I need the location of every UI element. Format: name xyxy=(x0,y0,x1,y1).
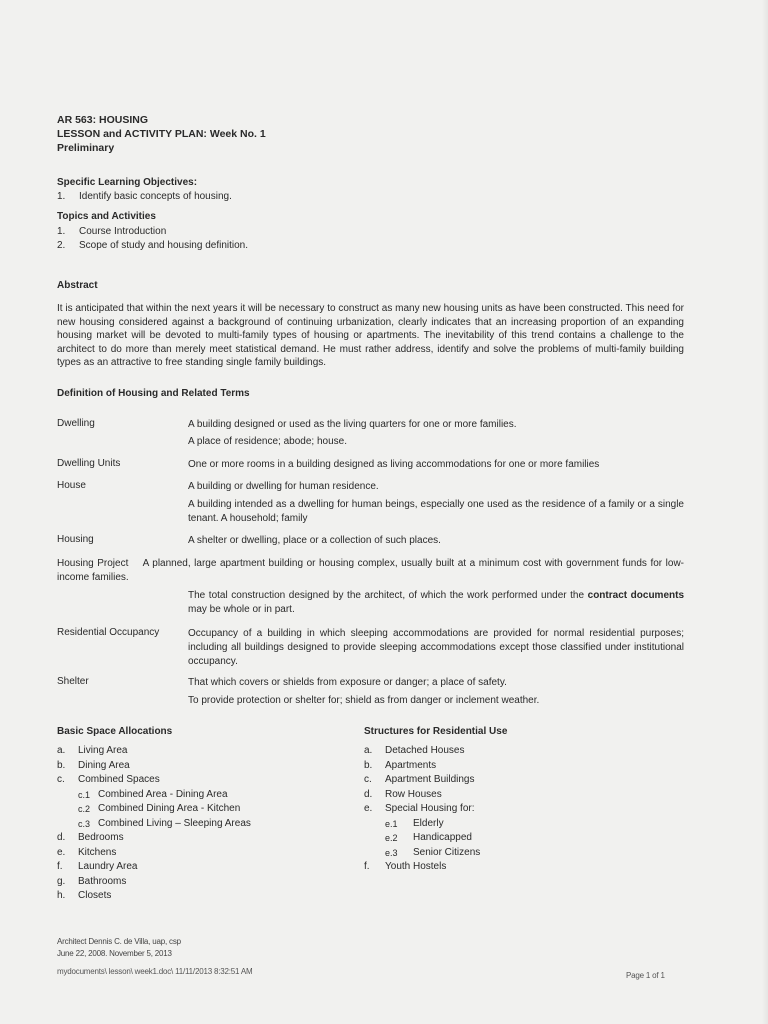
term-label: Preliminary xyxy=(57,142,115,154)
list-subitem xyxy=(57,788,347,803)
item-letter: b. xyxy=(57,759,66,771)
item-text: Detached Houses xyxy=(385,745,465,756)
item-letter: e. xyxy=(57,846,66,858)
item-letter: h. xyxy=(57,890,66,901)
item-letter: e.2 xyxy=(385,833,398,843)
structures-heading: Structures for Residential Use xyxy=(364,726,508,737)
item-letter: c. xyxy=(364,774,372,785)
list-item xyxy=(364,773,664,788)
list-subitem xyxy=(364,846,664,861)
topic-item xyxy=(57,239,248,252)
item-letter: f. xyxy=(364,861,370,872)
term-shelter: Shelter xyxy=(57,676,89,687)
definition-dwelling-units: One or more rooms in a building designed as living accommodations for one or more families xyxy=(188,459,600,470)
topic-number: 1. xyxy=(57,226,66,237)
list-subitem xyxy=(364,831,664,846)
list-item xyxy=(57,860,347,875)
page-number: Page 1 of 1 xyxy=(626,971,665,980)
list-subitem xyxy=(57,817,347,832)
item-text: Dining Area xyxy=(78,759,130,771)
list-item xyxy=(364,759,664,774)
definition-house-1: A building or dwelling for human residence. xyxy=(188,481,379,492)
list-item xyxy=(57,773,347,788)
item-text: Combined Dining Area - Kitchen xyxy=(98,803,241,814)
list-item xyxy=(57,875,347,890)
term-housing: Housing xyxy=(57,534,94,545)
definition-house-2: A building intended as a dwelling for human beings, especially one used as the residence of a family or a single tenant. A household; family xyxy=(188,499,684,524)
item-text: Kitchens xyxy=(78,846,117,858)
list-item xyxy=(364,860,664,875)
term-house: House xyxy=(57,480,86,491)
objective-item xyxy=(57,190,232,203)
item-text: Bedrooms xyxy=(78,832,124,843)
item-letter: c. xyxy=(57,774,65,785)
item-text: Youth Hostels xyxy=(385,861,447,872)
topic-number: 2. xyxy=(57,240,66,251)
item-letter: d. xyxy=(57,832,66,843)
list-item xyxy=(364,802,664,817)
term-dwelling: Dwelling xyxy=(57,418,95,429)
item-text: Apartment Buildings xyxy=(385,774,475,785)
item-text: Handicapped xyxy=(413,832,472,843)
abstract-text: It is anticipated that within the next years it will be necessary to construct as many new housing units as have been constructed. This need for new housing considered against a background of continuing urbanization, clearly indicates that an increasing proportion of an expanding housing market will be devoted to multi-family types of housing or apartments. The inevitability of this trend contains a challenge to the architect to do more than merely meet statistical demand. He must rather address, identify and solve the problems of multi-family building types as an attractive to free standing single family buildings. xyxy=(57,303,684,368)
item-letter: c.3 xyxy=(78,818,91,829)
definitions-heading: Definition of Housing and Related Terms xyxy=(57,388,250,399)
footer-author: Architect Dennis C. de Villa, uap, csp xyxy=(57,937,181,946)
definition-housing-project-2 xyxy=(188,589,684,617)
definition-housing: A shelter or dwelling, place or a collection of such places. xyxy=(188,535,441,546)
item-letter: b. xyxy=(364,759,373,771)
topic-text: Course Introduction xyxy=(79,226,167,237)
term-dwelling-units: Dwelling Units xyxy=(57,458,121,469)
list-item xyxy=(364,788,664,803)
item-letter: c.1 xyxy=(78,789,91,800)
lesson-plan-title: LESSON and ACTIVITY PLAN: Week No. 1 xyxy=(57,128,266,140)
definition-housing-project-2-text: The total construction designed by the architect, of which the work performed under the xyxy=(188,590,588,601)
term-residential-occupancy: Residential Occupancy xyxy=(57,627,160,638)
term-housing-project: Housing Project xyxy=(57,558,129,569)
objectives-heading: Specific Learning Objectives: xyxy=(57,177,198,188)
item-letter: f. xyxy=(57,861,63,872)
item-text: Living Area xyxy=(78,745,128,756)
definition-residential-occupancy: Occupancy of a building in which sleeping accommodations are provided for normal residential purposes; including all buildings designed to provide sleeping accommodations except those classified under institutional occupancy. xyxy=(188,628,684,667)
housing-project-entry xyxy=(57,557,684,585)
list-item xyxy=(57,846,347,861)
footer-dates: June 22, 2008. November 5, 2013 xyxy=(57,949,172,958)
list-subitem xyxy=(57,802,347,817)
item-letter: e. xyxy=(364,803,373,814)
list-item xyxy=(57,889,347,904)
definition-housing-project: A planned, large apartment building or housing complex, usually built at a minimum cost with government funds for low-income families. xyxy=(57,558,685,583)
topic-item xyxy=(57,225,166,238)
item-letter: c.2 xyxy=(78,804,91,814)
item-text: Combined Spaces xyxy=(78,774,160,785)
definition-housing-project-2-end: may be whole or in part. xyxy=(188,604,295,615)
item-text: Bathrooms xyxy=(78,875,127,887)
space-allocations-list xyxy=(57,744,347,904)
objective-text: Identify basic concepts of housing. xyxy=(79,191,232,202)
item-letter: a. xyxy=(364,745,373,756)
topic-text: Scope of study and housing definition. xyxy=(79,240,249,251)
item-text: Elderly xyxy=(413,817,444,829)
item-text: Combined Living – Sleeping Areas xyxy=(98,817,251,829)
definition-shelter-2: To provide protection or shelter for; shield as from danger or inclement weather. xyxy=(188,695,540,706)
item-text: Laundry Area xyxy=(78,861,138,872)
list-item xyxy=(57,744,347,759)
definition-dwelling-1: A building designed or used as the living quarters for one or more families. xyxy=(188,419,517,430)
item-text: Apartments xyxy=(385,759,437,771)
scan-edge-shadow xyxy=(762,0,768,1024)
item-text: Special Housing for: xyxy=(385,803,475,814)
structures-list xyxy=(364,744,664,875)
list-item xyxy=(57,831,347,846)
item-letter: g. xyxy=(57,875,66,887)
space-allocations-heading: Basic Space Allocations xyxy=(57,726,173,737)
item-text: Senior Citizens xyxy=(413,846,481,858)
item-text: Combined Area - Dining Area xyxy=(98,788,228,800)
list-item xyxy=(364,744,664,759)
item-letter: a. xyxy=(57,745,66,756)
definition-dwelling-2: A place of residence; abode; house. xyxy=(188,436,348,447)
item-letter: d. xyxy=(364,788,373,800)
list-subitem xyxy=(364,817,664,832)
topics-heading: Topics and Activities xyxy=(57,211,156,222)
definition-shelter-1: That which covers or shields from exposure or danger; a place of safety. xyxy=(188,677,507,688)
item-text: Closets xyxy=(78,890,112,901)
contract-documents-term: contract documents xyxy=(587,590,685,601)
item-letter: e.1 xyxy=(385,818,398,829)
item-text: Row Houses xyxy=(385,788,442,800)
item-letter: e.3 xyxy=(385,847,398,858)
course-title: AR 563: HOUSING xyxy=(57,114,149,126)
abstract-heading: Abstract xyxy=(57,280,98,291)
list-item xyxy=(57,759,347,774)
objective-number: 1. xyxy=(57,191,66,202)
footer-file-path: mydocuments\ lesson\ week1.doc\ 11/11/2013 8:32:51 AM xyxy=(57,967,253,976)
